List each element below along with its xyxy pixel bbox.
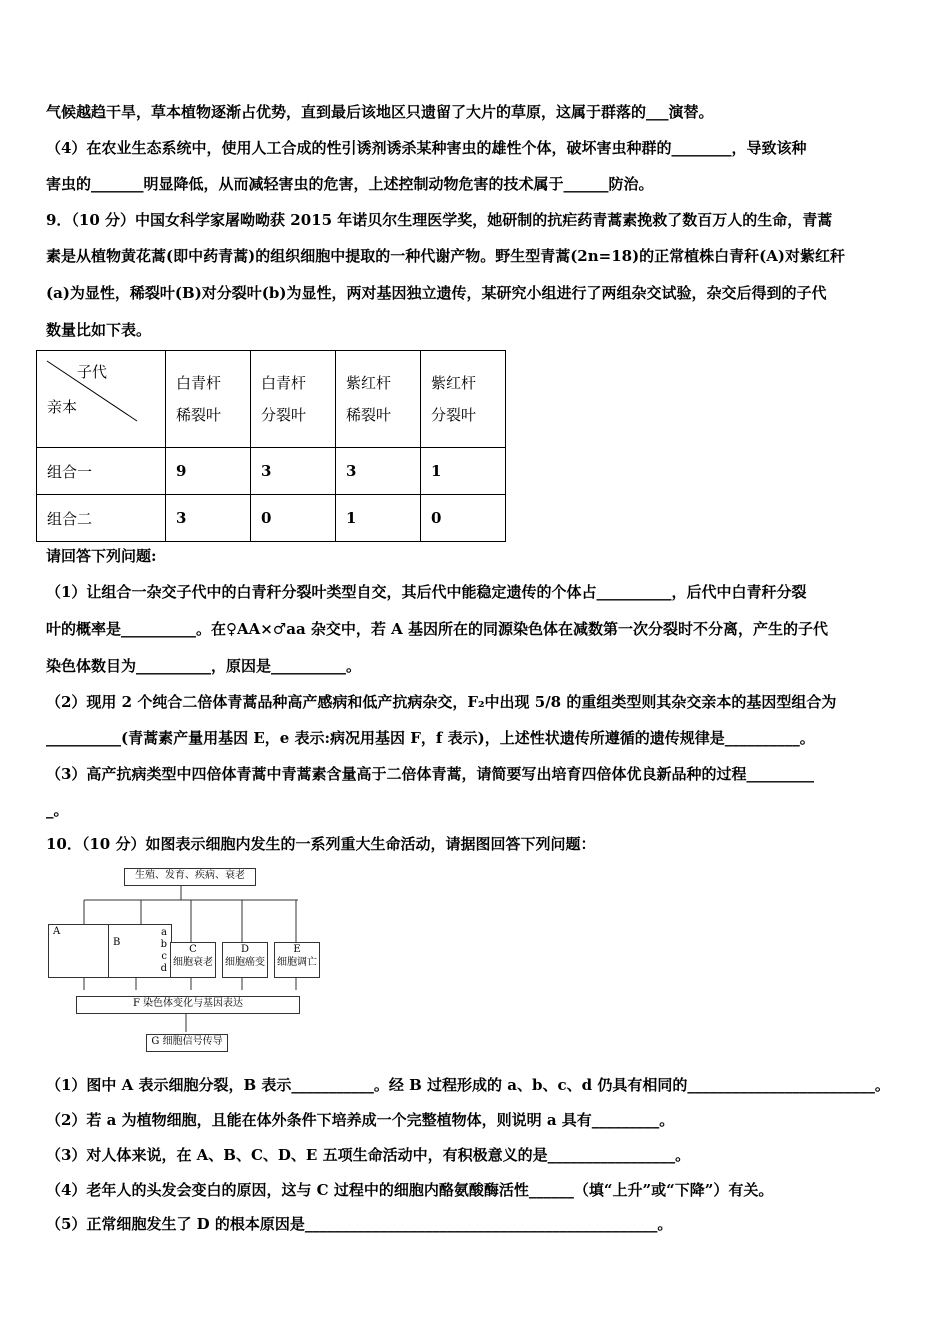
q9-intro-1: 9．（10 分）中国女科学家屠呦呦获 2015 年诺贝尔生理医学奖，她研制的抗疟药青蒿素挽救了数百万人的生命，青蒿	[46, 211, 833, 229]
q9-part2-line2: __________(青蒿素产量用基因 E，e 表示:病况用基因 F，f 表示)，上述性状遗传所遵循的遗传规律是__________。	[46, 729, 815, 747]
corner-parent-label: 亲本	[47, 398, 78, 416]
q10-part2: （2）若 a 为植物细胞，且能在体外条件下培养成一个完整植物体，则说明 a 具有_________。	[46, 1111, 675, 1129]
q8-line-1: 气候越趋干旱，草本植物逐渐占优势，直到最后该地区只遗留了大片的草原，这属于群落的___演替。	[46, 103, 714, 121]
table-cell: 9	[166, 448, 251, 495]
q10-part1: （1）图中 A 表示细胞分裂，B 表示___________。经 B 过程形成的 a、b、c、d 仍具有相同的_________________________。	[46, 1076, 890, 1094]
header-cell: 白青杆 分裂叶	[251, 351, 336, 448]
signal-box: G 细胞信号传导	[146, 1034, 228, 1052]
q9-part1-line2: 叶的概率是__________。在♀AA×♂aa 杂交中，若 A 基因所在的同源染色体在减数第一次分裂时不分离，产生的子代	[46, 620, 829, 638]
a-label: A	[53, 926, 61, 937]
row-label: 组合一	[37, 448, 166, 495]
apoptosis-box: E 细胞调亡	[274, 942, 320, 978]
table-cell: 1	[421, 448, 506, 495]
table-cell: 3	[336, 448, 421, 495]
table-row	[37, 448, 506, 495]
output-b: b	[160, 939, 167, 950]
q9-part1-line3: 染色体数目为__________，原因是__________。	[46, 657, 362, 675]
q8-line-3: 害虫的_______明显降低，从而减轻害虫的危害，上述控制动物危害的技术属于______防治。	[46, 175, 654, 193]
q9-prompt: 请回答下列问题:	[46, 547, 157, 565]
outcome-box: 生殖、发育、疾病、衰老	[124, 868, 256, 886]
table-row	[37, 495, 506, 542]
cell-division-box	[48, 924, 112, 978]
q10-intro: 10．（10 分）如图表示细胞内发生的一系列重大生命活动，请据图回答下列问题：	[46, 835, 596, 853]
q9-intro-4: 数量比如下表。	[46, 321, 152, 339]
offspring-ratio-table	[36, 350, 506, 542]
table-cell: 1	[336, 495, 421, 542]
output-c: c	[161, 951, 167, 962]
q10-part3: （3）对人体来说，在 A、B、C、D、E 五项生命活动中，有积极意义的是_________________。	[46, 1146, 691, 1164]
q9-part1-line1: （1）让组合一杂交子代中的白青秆分裂叶类型自交，其后代中能稳定遗传的个体占__________，后代中白青秆分裂	[46, 583, 807, 601]
cell-life-activity-diagram	[46, 862, 316, 1057]
table-cell: 3	[166, 495, 251, 542]
senescence-box: C 细胞衰老	[170, 942, 216, 978]
corner-offspring-label: 子代	[76, 363, 107, 381]
b-label: B	[113, 937, 121, 948]
q9-part3-line2: _。	[46, 801, 69, 819]
q9-part2-line1: （2）现用 2 个纯合二倍体青蒿品种高产感病和低产抗病杂交，F₂中出现 5/8 的重组类型则其杂交亲本的基因型组合为	[46, 693, 837, 711]
header-cell: 紫红杆 稀裂叶	[336, 351, 421, 448]
header-cell: 紫红杆 分裂叶	[421, 351, 506, 448]
differentiation-box	[108, 924, 172, 978]
q10-part5: （5）正常细胞发生了 D 的根本原因是_______________________________________________。	[46, 1215, 673, 1233]
output-a: a	[161, 927, 167, 938]
q9-intro-2: 素是从植物黄花蒿(即中药青蒿)的组织细胞中提取的一种代谢产物。野生型青蒿(2n=18)的正常植株白青秆(A)对紫红秆	[46, 247, 846, 265]
table-corner-cell	[37, 351, 166, 448]
q9-part3-line1: （3）高产抗病类型中四倍体青蒿中青蒿素含量高于二倍体青蒿，请简要写出培育四倍体优良新品种的过程_________	[46, 765, 814, 783]
chromosome-gene-box: F 染色体变化与基因表达	[76, 996, 300, 1014]
row-label: 组合二	[37, 495, 166, 542]
cancer-box: D 细胞癌变	[222, 942, 268, 978]
table-cell: 0	[251, 495, 336, 542]
output-d: d	[160, 963, 167, 974]
q8-line-2: （4）在农业生态系统中，使用人工合成的性引诱剂诱杀某种害虫的雄性个体，破坏害虫种群的________，导致该种	[46, 139, 807, 157]
q9-intro-3: (a)为显性，稀裂叶(B)对分裂叶(b)为显性，两对基因独立遗传，某研究小组进行了两组杂交试验，杂交后得到的子代	[46, 284, 827, 302]
table-cell: 0	[421, 495, 506, 542]
table-cell: 3	[251, 448, 336, 495]
q10-part4: （4）老年人的头发会变白的原因，这与 C 过程中的细胞内酪氨酸酶活性______（填“上升”或“下降”）有关。	[46, 1181, 774, 1199]
header-cell: 白青杆 稀裂叶	[166, 351, 251, 448]
